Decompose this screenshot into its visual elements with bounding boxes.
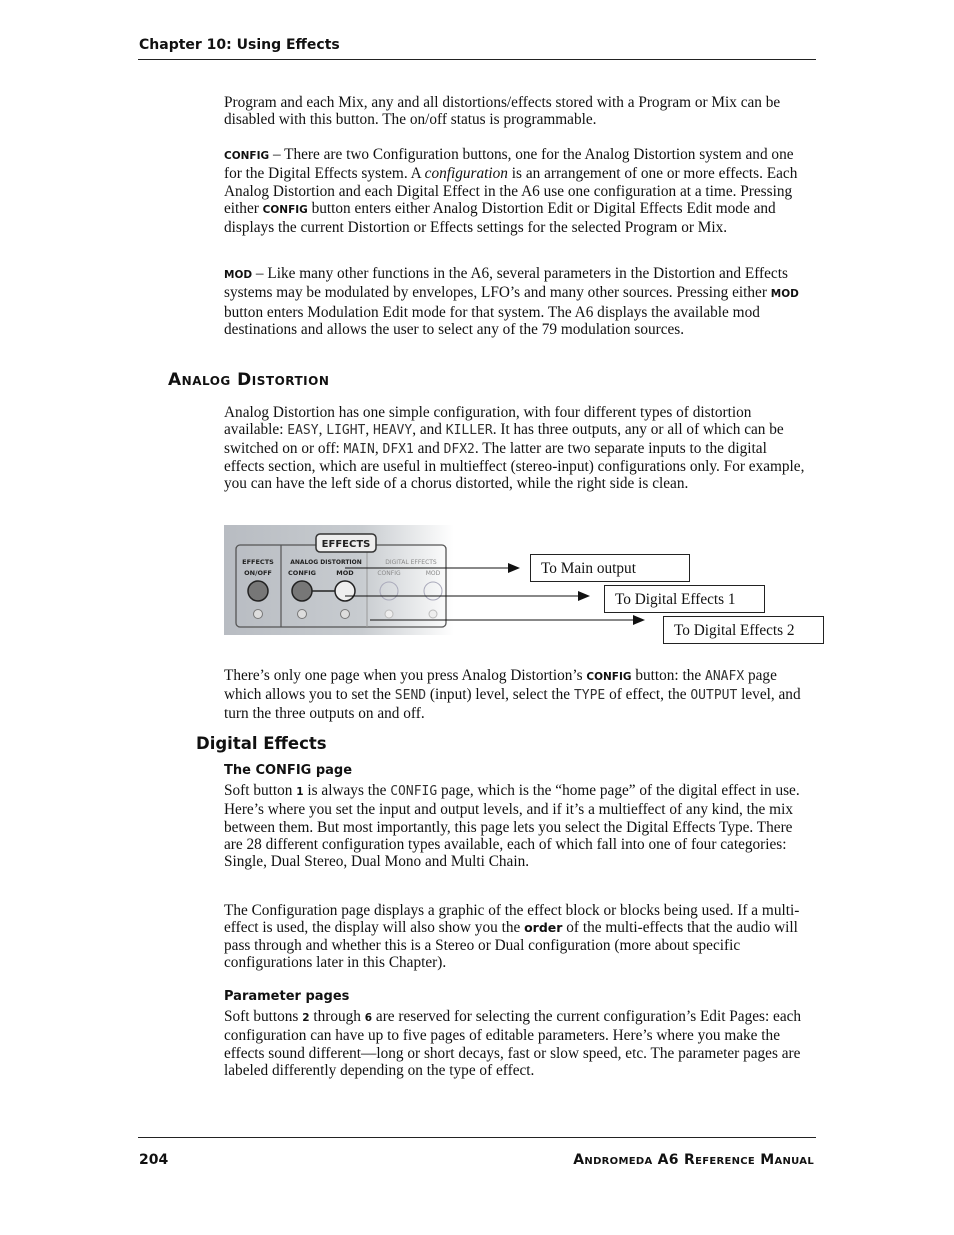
paragraph-config: CONFIG – There are two Configuration buttons, one for the Analog Distortion system and one for the Digital Effects system. A configuration is an arrangement of one or more effects. Each Analog Distortion and each Digital Effect in the A6 use one configuration at a time. Pressing either CONFIG button enters either Analog Distortion Edit or Digital Effects Edit mode and displays the current Distortion or Effects settings for the selected Program or Mix. [224,146,798,237]
svg-text:ON/OFF: ON/OFF [244,569,272,577]
svg-text:EFFECTS: EFFECTS [242,558,274,566]
subheading-parameter-pages: Parameter pages [224,989,350,1004]
paragraph-mod: MOD – Like many other functions in the A6, several parameters in the Distortion and Effects systems may be modulated by envelopes, LFO’s and many other sources. Pressing either MOD button enters Modulation Edit mode for that system. The A6 displays the available mod destinations and allows the user to select any of the 79 modulation sources. [224,265,799,338]
running-header: Chapter 10: Using Effects [139,37,340,53]
mod-keyword: MOD [224,269,253,281]
analog-config-button [292,581,312,601]
page-number: 204 [139,1152,169,1168]
manual-title: Andromeda A6 Reference Manual [573,1152,814,1168]
footer-rule [138,1137,816,1138]
paragraph-anafx: There’s only one page when you press Analog Distortion’s CONFIG button: the ANAFX page which allows you to set the SEND (input) level, select the TYPE of effect, the OUTPUT level, and turn the three outputs on and off. [224,667,801,722]
label-digital-effects-2: To Digital Effects 2 [663,616,824,644]
label-digital-effects-1: To Digital Effects 1 [604,585,765,613]
header-rule [138,59,816,60]
panel-title: EFFECTS [321,539,371,550]
section-heading-analog: Analog Distortion [168,370,330,390]
svg-text:MOD: MOD [425,570,441,577]
paragraph-onoff: Program and each Mix, any and all distortions/effects stored with a Program or Mix can be disabled with this button. The on/off status is programmable. [224,94,781,129]
svg-text:MOD: MOD [336,569,354,577]
paragraph-configuration-display: The Configuration page displays a graphic of the effect block or blocks being used. If a multi-effect is used, the display will also show you the order of the multi-effects that the audio will pass through and whether this is a Stereo or Dual configuration (more about specific configurations later in this Chapter). [224,902,800,971]
paragraph-parameter-pages: Soft buttons 2 through 6 are reserved for selecting the current configuration’s Edit Pages: each configuration can have up to five pages of editable parameters. Here’s where you make the effects sound different—long or short decays, fast or slow speed, etc. The parameter pages are labeled differently depending on the type of effect. [224,1008,802,1079]
svg-text:CONFIG: CONFIG [377,570,401,577]
section-heading-digital: Digital Effects [196,734,327,753]
label-main-output: To Main output [530,554,690,582]
svg-text:DIGITAL EFFECTS: DIGITAL EFFECTS [385,559,437,566]
paragraph-config-page: Soft button 1 is always the CONFIG page, which is the “home page” of the digital effect in use. Here’s where you set the input and output levels, and if it’s a multieffect of any kind, the mix between them. But most importantly, this page lets you select the Digital Effects Type. There are 28 different configuration types available, each of which fall into one of four categories: Single, Dual Stereo, Dual Mono and Multi Chain. [224,782,800,871]
svg-text:CONFIG: CONFIG [288,569,316,577]
effects-onoff-button [248,581,268,601]
config-keyword: CONFIG [224,150,270,162]
svg-text:ANALOG DISTORTION: ANALOG DISTORTION [290,559,362,566]
paragraph-analog: Analog Distortion has one simple configuration, with four different types of distortion available: EASY, LIGHT, HEAVY, and KILLER. It has three outputs, any or all of which can be switched on or off: MAIN, DFX1 and DFX2. The latter are two separate inputs to the digital effects section, which are useful in multieffect (stereo-input) configurations only. For example, you can have the left side of a chorus distorted, while the right side is clean. [224,404,805,493]
subheading-config-page: The CONFIG page [224,763,353,778]
